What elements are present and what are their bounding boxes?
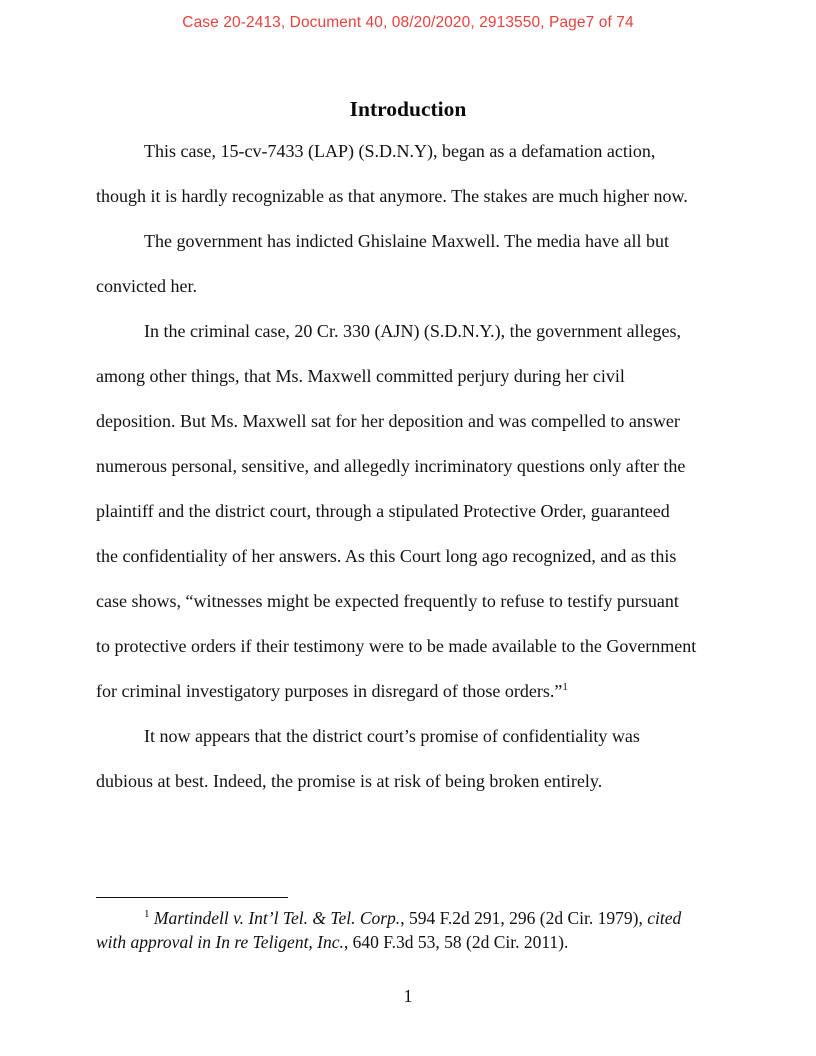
paragraph-1-line-1: This case, 15-cv-7433 (LAP) (S.D.N.Y), began as a defamation action, [144, 141, 656, 161]
paragraph-2-line-1: The government has indicted Ghislaine Maxwell. The media have all but [144, 231, 670, 251]
paragraph-3-line-9 [96, 679, 568, 703]
page-number: 1 [403, 986, 413, 1006]
paragraph-3-line-1: In the criminal case, 20 Cr. 330 (AJN) (S.D.N.Y.), the government alleges, [144, 321, 682, 341]
paragraph-3-line-7: case shows, “witnesses might be expected frequently to refuse to testify pursuant [96, 591, 679, 611]
section-title: Introduction [349, 97, 467, 121]
footnote-reference-marker[interactable]: 1 [562, 681, 568, 693]
footnote-line-1 [144, 906, 681, 930]
paragraph-4-line-2: dubious at best. Indeed, the promise is at risk of being broken entirely. [96, 771, 603, 791]
paragraph-3-line-9-text: for criminal investigatory purposes in disregard of those orders.” [96, 681, 563, 701]
footnote-signal-cited: cited [647, 908, 682, 928]
paragraph-3-line-5: plaintiff and the district court, through a stipulated Protective Order, guaranteed [96, 501, 670, 521]
body-text [96, 139, 736, 819]
paragraph-4-line-1: It now appears that the district court’s promise of confidentiality was [144, 726, 640, 746]
paragraph-1-line-2: though it is hardly recognizable as that anymore. The stakes are much higher now. [96, 186, 688, 206]
footnote-citation-2: , 640 F.3d 53, 58 (2d Cir. 2011). [343, 932, 569, 952]
footnote-line-2 [96, 930, 568, 954]
footnote-marker: 1 [144, 908, 150, 921]
paragraph-3-line-8: to protective orders if their testimony were to be made available to the Government [96, 636, 697, 656]
footnote-signal-approval: with approval in In re Teligent, Inc. [96, 932, 344, 952]
footnote-case-name: Martindell v. Int’l Tel. & Tel. Corp. [153, 908, 401, 928]
paragraph-3-line-3: deposition. But Ms. Maxwell sat for her deposition and was compelled to answer [96, 411, 680, 431]
case-header-stamp: Case 20-2413, Document 40, 08/20/2020, 2913550, Page7 of 74 [182, 14, 634, 31]
footnote [96, 906, 736, 962]
paragraph-3-line-2: among other things, that Ms. Maxwell committed perjury during her civil [96, 366, 625, 386]
footnote-divider [96, 897, 288, 898]
paragraph-3-line-6: the confidentiality of her answers. As this Court long ago recognized, and as this [96, 546, 677, 566]
footnote-citation-1: , 594 F.2d 291, 296 (2d Cir. 1979), [400, 908, 648, 928]
paragraph-2-line-2: convicted her. [96, 276, 197, 296]
paragraph-3-line-4: numerous personal, sensitive, and allegedly incriminatory questions only after the [96, 456, 686, 476]
